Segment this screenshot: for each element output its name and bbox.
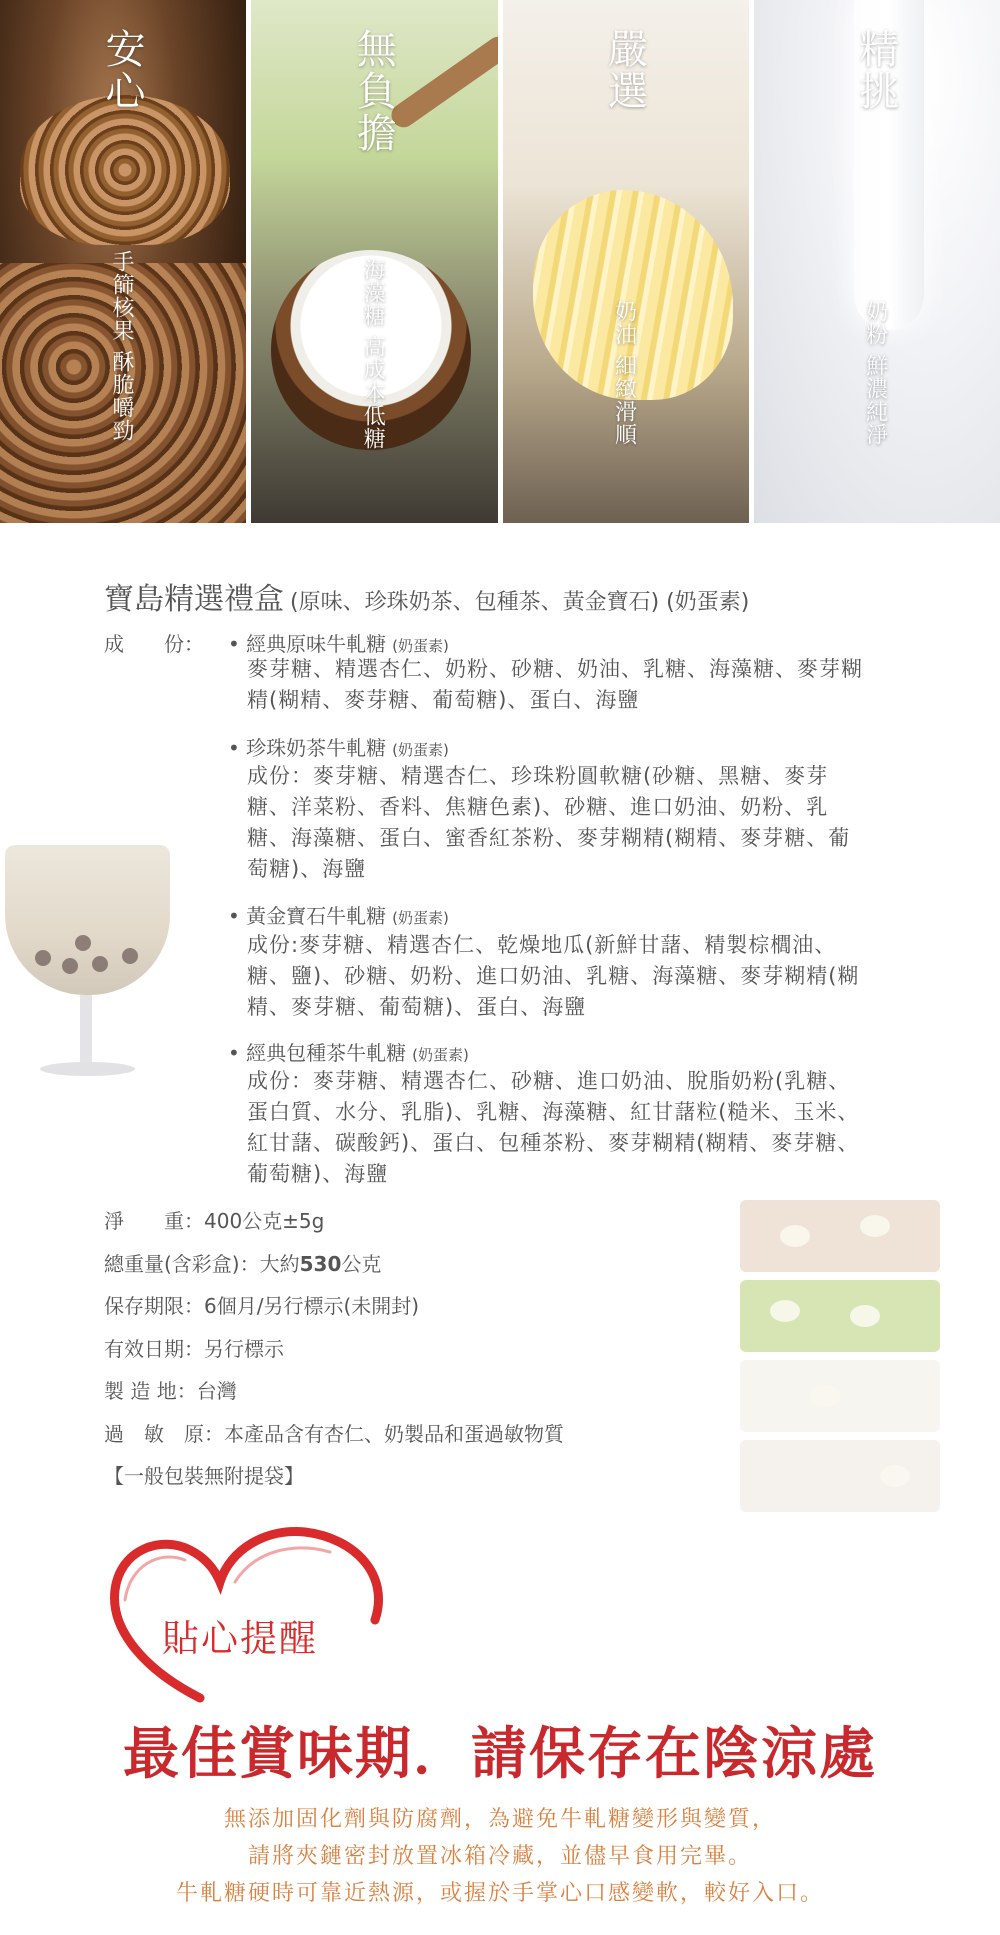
storage-headline: 最佳賞味期．請保存在陰涼處 [123, 1721, 877, 1787]
spec-net-weight [104, 1205, 324, 1234]
desc-line: 蛋白質、水分、乳脂)、乳糖、海藻糖、紅甘藷粒(糙米、玉米、 [247, 1100, 860, 1124]
ingredients-label: 成 份： [104, 632, 204, 656]
spec-value: 6個月/另行標示(未開封) [204, 1294, 420, 1318]
almond-panel [0, 0, 246, 523]
ingredient-desc-original [247, 654, 919, 716]
butter-panel [503, 0, 749, 523]
ingredient-item-original [228, 628, 449, 657]
desc-line: 萄糖)、海鹽 [247, 857, 367, 881]
spec-value-post: 公克 [341, 1252, 382, 1276]
ingredient-desc-pouchong-tea [247, 1066, 919, 1190]
feature-banner [0, 0, 1000, 523]
desc-line: 精、麥芽糖、葡萄糖)、蛋白、海鹽 [247, 995, 587, 1019]
product-name: 寶島精選禮盒 [104, 582, 284, 617]
panel-subtitle-4: 奶粉 鮮濃純淨 [862, 300, 888, 446]
milk-panel [754, 0, 1000, 523]
desc-line: 成份：麥芽糖、精選杏仁、砂糖、進口奶油、脫脂奶粉(乳糖、 [247, 1069, 851, 1093]
panel-title-4: 精挑 [852, 28, 899, 112]
nougat-stack-image [700, 1185, 1000, 1535]
ingredient-item-golden-gem [228, 900, 449, 929]
hands-holding-almonds-image [20, 95, 230, 245]
storage-note-1: 無添加固化劑與防腐劑，為避免牛軋糖變形與變質， [223, 1807, 776, 1832]
ingredient-desc-golden-gem [247, 930, 919, 1023]
desc-line: 成份:麥芽糖、精選杏仁、乾燥地瓜(新鮮甘藷、精製棕櫚油、 [247, 933, 837, 957]
vegetarian-tag: (奶蛋素) [392, 637, 449, 655]
desc-line: 精(糊精、麥芽糖、葡萄糖)、蛋白、海鹽 [247, 688, 640, 712]
panel-subtitle-3: 奶油 細緻滑順 [611, 300, 637, 446]
desc-line: 糖、鹽)、砂糖、奶粉、進口奶油、乳糖、海藻糖、麥芽糊精(糊 [247, 964, 860, 988]
spec-label: 總重量(含彩盒)： [104, 1252, 260, 1276]
wooden-spoon-image [387, 32, 497, 132]
desc-line: 糖、海藻糖、蛋白、蜜香紅茶粉、麥芽糊精(糊精、麥芽糖、葡 [247, 826, 851, 850]
spec-label: 保存期限： [104, 1294, 204, 1318]
item-name: 經典包種茶牛軋糖 [246, 1041, 407, 1065]
item-name: 黃金寶石牛軋糖 [246, 904, 387, 928]
spec-label: 淨 重： [104, 1209, 204, 1233]
spec-value: 400公克±5g [204, 1209, 325, 1233]
spec-value: 台灣 [196, 1379, 237, 1403]
vegetarian-tag: (奶蛋素) [392, 741, 449, 759]
bullet: • [228, 632, 240, 656]
trehalose-panel [251, 0, 497, 523]
spec-allergens [104, 1418, 564, 1447]
bullet: • [228, 1041, 240, 1065]
storage-note-2: 請將夾鏈密封放置冰箱冷藏，並儘早食用完畢。 [247, 1844, 752, 1869]
product-title [104, 574, 749, 618]
spec-value: 本產品含有杏仁、奶製品和蛋過敏物質 [224, 1422, 564, 1446]
spec-label: 過 敏 原： [104, 1422, 224, 1446]
spec-expiry-date [104, 1333, 284, 1362]
desc-line: 紅甘藷、碳酸鈣)、蛋白、包種茶粉、麥芽糊精(糊精、麥芽糖、 [247, 1131, 860, 1155]
spec-gross-weight [104, 1248, 381, 1277]
panel-subtitle-1: 手篩核果 酥脆嚼勁 [109, 250, 134, 442]
product-flavors: (原味、珍珠奶茶、包種茶、黃金寶石) (奶蛋素) [290, 590, 750, 615]
spec-value: 另行標示 [204, 1337, 284, 1361]
spec-shelf-life [104, 1290, 419, 1319]
bullet: • [228, 736, 240, 760]
storage-note-3: 牛軋糖硬時可靠近熱源，或握於手掌心口感變軟，較好入口。 [175, 1881, 824, 1906]
spec-label: 有效日期： [104, 1337, 204, 1361]
item-name: 珍珠奶茶牛軋糖 [246, 736, 387, 760]
packaging-note: 【一般包裝無附提袋】 [104, 1464, 304, 1488]
ingredient-item-bubble-tea [228, 732, 449, 761]
spec-value-bold: 530 [299, 1252, 342, 1276]
spec-value-pre: 大約 [259, 1252, 300, 1276]
desc-line: 糖、洋菜粉、香料、焦糖色素)、砂糖、進口奶油、奶粉、乳 [247, 795, 829, 819]
panel-title-2: 無負擔 [350, 28, 397, 154]
ingredient-desc-bubble-tea [247, 761, 919, 885]
reminder-badge: 貼心提醒 [162, 1617, 318, 1660]
spec-label: 製 造 地： [104, 1379, 197, 1403]
panel-title-1: 安心 [99, 28, 145, 112]
panel-subtitle-2: 海藻糖 高成本低糖 [360, 258, 386, 450]
vegetarian-tag: (奶蛋素) [412, 1046, 469, 1064]
ingredient-item-pouchong-tea [228, 1037, 469, 1066]
panel-title-3: 嚴選 [601, 28, 648, 112]
desc-line: 成份：麥芽糖、精選杏仁、珍珠粉圓軟糖(砂糖、黑糖、麥芽 [247, 764, 829, 788]
bullet: • [228, 904, 240, 928]
desc-line: 麥芽糖、精選杏仁、奶粉、砂糖、奶油、乳糖、海藻糖、麥芽糊 [247, 657, 863, 681]
vegetarian-tag: (奶蛋素) [392, 909, 449, 927]
bubble-tea-glass-image [0, 830, 210, 1110]
desc-line: 葡萄糖)、海鹽 [247, 1162, 389, 1186]
spec-origin [104, 1375, 237, 1404]
item-name: 經典原味牛軋糖 [246, 632, 387, 656]
